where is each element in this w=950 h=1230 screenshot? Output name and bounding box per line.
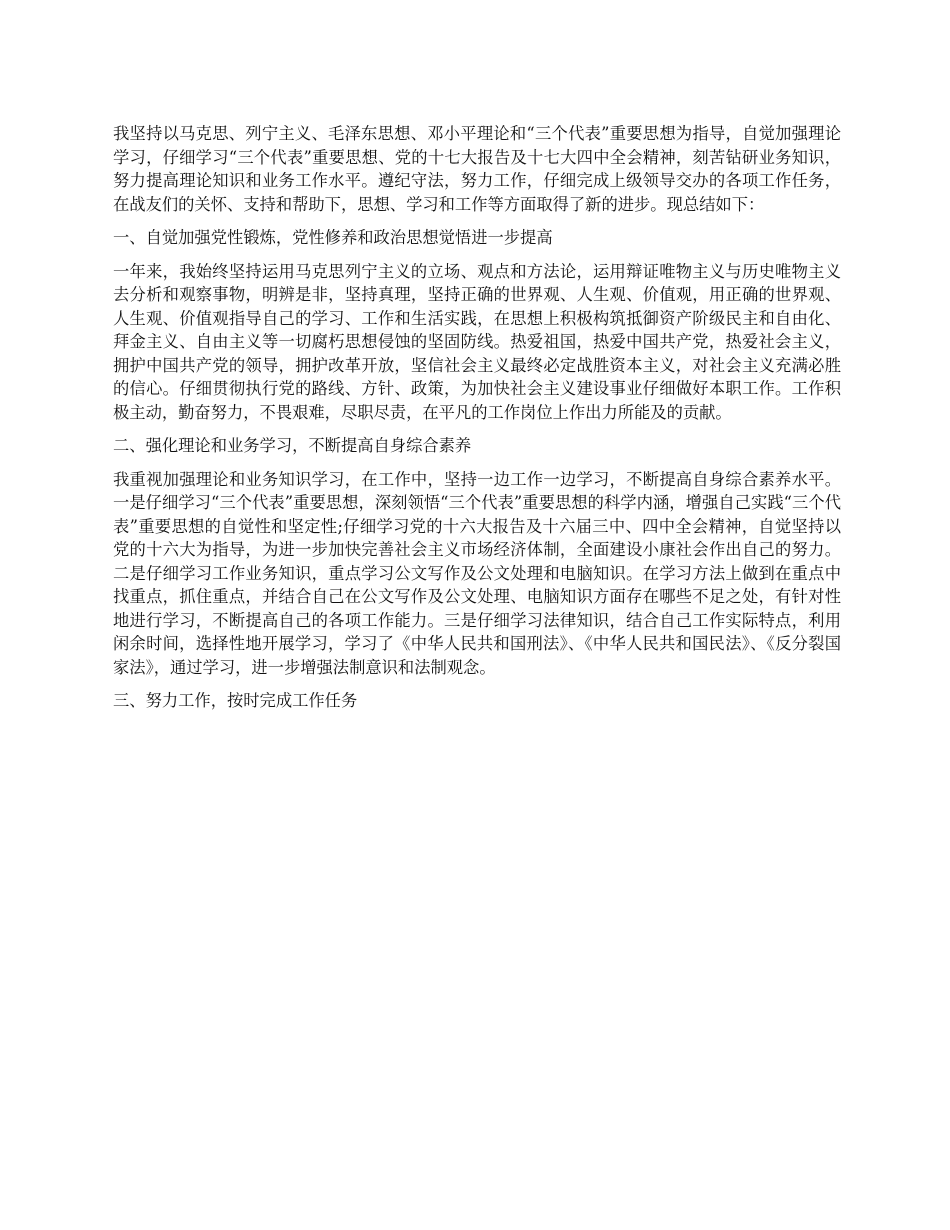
section-2-heading: 二、强化理论和业务学习，不断提高自身综合素养 <box>113 436 472 455</box>
section-3-heading: 三、努力工作，按时完成工作任务 <box>113 691 358 710</box>
section-1-heading: 一、自觉加强党性锻炼，党性修养和政治思想觉悟进一步提高 <box>113 228 553 247</box>
intro-paragraph: 我坚持以马克思、列宁主义、毛泽东思想、邓小平理论和“三个代表”重要思想为指导，自觉加强理论学习，仔细学习“三个代表”重要思想、党的十七大报告及十七大四中全会精神，刻苦钻研业务知识，努力提高理论知识和业务工作水平。遵纪守法，努力工作，仔细完成上级领导交办的各项工作任务，在战友们的关怀、支持和帮助下，思想、学习和工作等方面取得了新的进步。现总结如下： <box>113 124 841 214</box>
document-body <box>113 122 841 723</box>
section-2-paragraph: 我重视加强理论和业务知识学习，在工作中，坚持一边工作一边学习，不断提高自身综合素养水平。一是仔细学习“三个代表”重要思想，深刻领悟“三个代表”重要思想的科学内涵，增强自己实践“三个代表”重要思想的自觉性和坚定性;仔细学习党的十六大报告及十六届三中、四中全会精神，自觉坚持以党的十六大为指导，为进一步加快完善社会主义市场经济体制，全面建设小康社会作出自己的努力。二是仔细学习工作业务知识，重点学习公文写作及公文处理和电脑知识。在学习方法上做到在重点中找重点，抓住重点，并结合自己在公文写作及公文处理、电脑知识方面存在哪些不足之处，有针对性地进行学习，不断提高自己的各项工作能力。三是仔细学习法律知识，结合自己工作实际特点，利用闲余时间，选择性地开展学习，学习了《中华人民共和国刑法》、《中华人民共和国民法》、《反分裂国家法》，通过学习，进一步增强法制意识和法制观念。 <box>113 469 841 677</box>
section-1-paragraph: 一年来，我始终坚持运用马克思列宁主义的立场、观点和方法论，运用辩证唯物主义与历史唯物主义去分析和观察事物，明辨是非，坚持真理，坚持正确的世界观、人生观、价值观，用正确的世界观、人生观、价值观指导自己的学习、工作和生活实践，在思想上积极构筑抵御资产阶级民主和自由化、拜金主义、自由主义等一切腐朽思想侵蚀的坚固防线。热爱祖国，热爱中国共产党，热爱社会主义，拥护中国共产党的领导，拥护改革开放，坚信社会主义最终必定战胜资本主义，对社会主义充满必胜的信心。仔细贯彻执行党的路线、方针、政策，为加快社会主义建设事业仔细做好本职工作。工作积极主动，勤奋努力，不畏艰难，尽职尽责，在平凡的工作岗位上作出力所能及的贡献。 <box>113 261 841 422</box>
